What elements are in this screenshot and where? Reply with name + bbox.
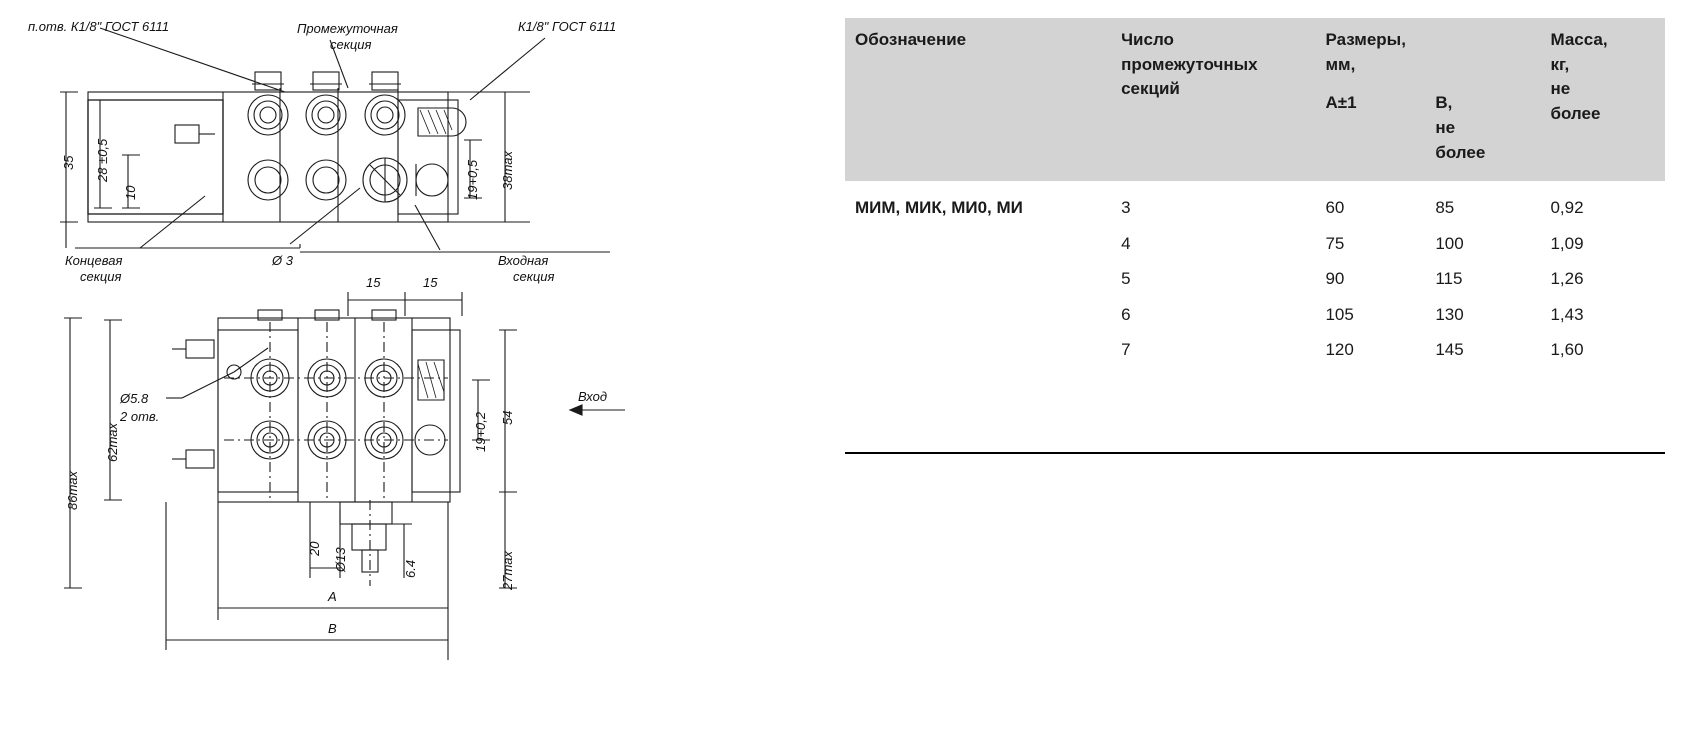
cell-count: 5 [1121, 269, 1131, 289]
cell-mass: 1,60 [1550, 340, 1584, 360]
header-count-line2: промежуточных [1121, 54, 1258, 74]
dim-62max: 62max [105, 422, 120, 462]
header-mass-line4: более [1550, 103, 1601, 123]
label-inlet-flow: Вход [578, 389, 608, 404]
header-mass-line3: не [1550, 79, 1571, 99]
cell-size-a: 105 [1325, 304, 1354, 324]
note-inlet-section-1: Входная [498, 253, 549, 268]
header-size-b-line3: более [1435, 142, 1486, 162]
dim-54: 54 [500, 410, 515, 425]
cell-designation: МИМ, МИК, МИ0, МИ [855, 198, 1023, 218]
callout-p-otv: п.отв. К1/8" ГОСТ 6111 [28, 19, 170, 34]
cell-mass: 1,26 [1550, 269, 1584, 289]
cell-size-b: 130 [1435, 304, 1464, 324]
dim-19-05: 19+0,5 [465, 159, 480, 200]
note-end-section-1: Концевая [65, 253, 123, 268]
header-mass [1540, 18, 1665, 171]
dim-19-02: 19+0,2 [473, 411, 488, 452]
dim-10: 10 [123, 185, 138, 200]
header-size-a-label: А±1 [1325, 93, 1357, 113]
header-size-b [1425, 18, 1540, 171]
drawing-svg [0, 0, 830, 744]
header-pad-3 [1315, 171, 1425, 181]
cell-mass: 0,92 [1550, 198, 1584, 218]
dim-a: A [328, 589, 337, 604]
dim-38max: 38max [500, 150, 515, 190]
dim-d13: Ø13 [333, 547, 348, 572]
table-header-row [845, 18, 1665, 171]
table-body [845, 181, 1665, 368]
header-size-b-line2: не [1435, 117, 1456, 137]
cell-mass: 1,09 [1550, 233, 1584, 253]
cell-size-a: 90 [1325, 269, 1345, 289]
header-count [1111, 18, 1315, 171]
cell-size-b: 85 [1435, 198, 1455, 218]
dim-28: 28 ±0,5 [95, 138, 110, 182]
cell-count: 7 [1121, 340, 1131, 360]
header-pad-1 [845, 171, 1111, 181]
header-count-line3: секций [1121, 79, 1180, 99]
technical-drawing [0, 0, 830, 744]
dim-b: B [328, 621, 337, 636]
cell-size-a: 120 [1325, 340, 1354, 360]
dim-2-otv: 2 отв. [120, 409, 160, 424]
callout-intermediate-1: Промежуточная [297, 21, 398, 36]
cell-count: 6 [1121, 304, 1131, 324]
cell-size-a: 60 [1325, 198, 1345, 218]
header-pad-2 [1111, 171, 1315, 181]
note-diameter-3: Ø 3 [272, 253, 293, 268]
dim-20: 20 [307, 541, 322, 556]
cell-size-b: 100 [1435, 233, 1464, 253]
table-head [845, 18, 1665, 181]
note-end-section-2: секция [80, 269, 122, 284]
dim-15-right: 15 [423, 275, 438, 290]
dim-d58: Ø5.8 [120, 391, 149, 406]
specification-table-panel [845, 18, 1685, 368]
header-designation [845, 18, 1111, 171]
table-row [845, 181, 1665, 226]
header-count-line1: Число [1121, 30, 1174, 49]
specification-table [845, 18, 1665, 368]
dim-86max: 86max [65, 470, 80, 510]
dim-64: 6.4 [403, 559, 418, 578]
callout-k18: К1/8" ГОСТ 6111 [518, 19, 617, 34]
cell-size-b: 115 [1435, 269, 1463, 289]
table-bottom-rule [845, 452, 1665, 454]
dim-27max: 27max [500, 550, 515, 590]
note-inlet-section-2: секция [513, 269, 555, 284]
header-size-line1: Размеры, [1325, 30, 1406, 49]
header-mass-line2: кг, [1550, 54, 1570, 74]
cell-size-b: 145 [1435, 340, 1464, 360]
header-mass-line1: Масса, [1550, 30, 1608, 49]
callout-intermediate-2: секция [330, 37, 372, 52]
cell-size-a: 75 [1325, 233, 1345, 253]
header-size-a [1315, 18, 1425, 171]
cell-count: 4 [1121, 233, 1131, 253]
header-size-line2: мм, [1325, 54, 1356, 74]
cell-mass: 1,43 [1550, 304, 1584, 324]
header-designation-text: Обозначение [855, 30, 967, 49]
header-pad-4 [1425, 171, 1540, 181]
dim-15-left: 15 [366, 275, 381, 290]
cell-count: 3 [1121, 198, 1131, 218]
dim-35: 35 [61, 155, 76, 170]
header-pad-5 [1540, 171, 1665, 181]
header-size-b-line1: В, [1435, 93, 1453, 113]
table-header-padding-row [845, 171, 1665, 181]
